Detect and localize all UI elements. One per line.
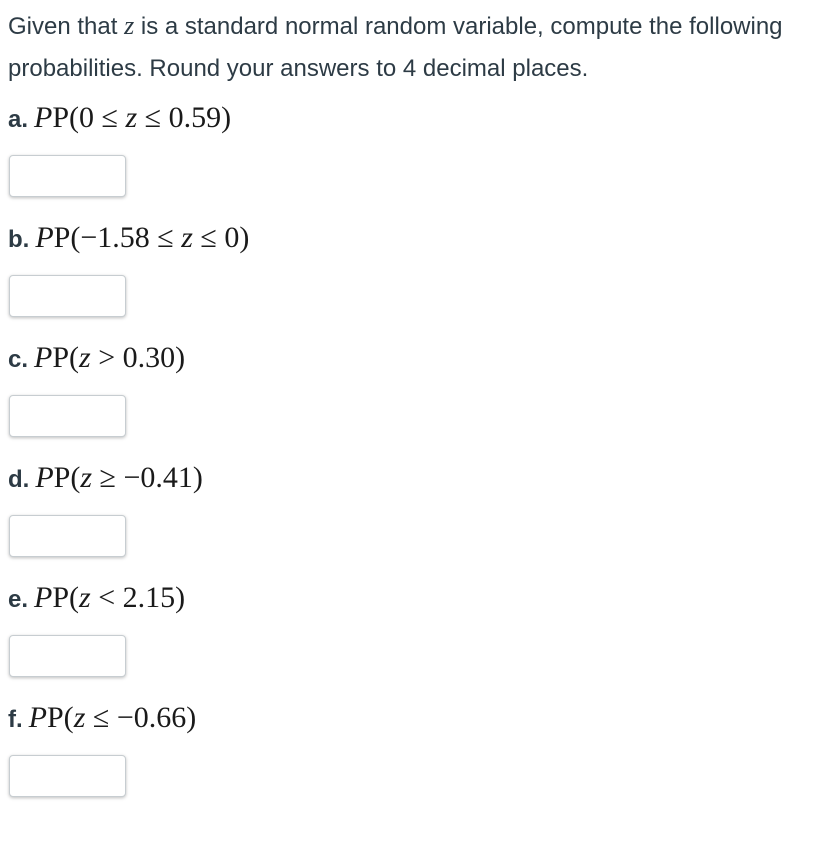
probability-expression [34,581,185,614]
question-f [8,700,708,810]
question-e [8,580,708,690]
intro-text-after: is a standard normal random variable, compute the following probabilities. Round your answers to 4 decimal places. [8,13,783,82]
answer-input-a[interactable] [9,155,126,197]
answer-input-e[interactable] [9,635,126,677]
expr-suffix: > 0.30) [90,341,186,374]
expr-prefix: P(0 ≤ [52,101,126,134]
expr-p: P [34,341,53,374]
expr-var: z [80,461,93,494]
question-a [8,100,708,210]
problem-statement [8,5,808,90]
question-letter: a. [8,106,29,133]
expr-p: P [34,101,53,134]
question-f-label [8,700,196,738]
expr-p: P [35,221,54,254]
question-d-label [8,460,203,498]
intro-text-before: Given that [8,13,125,40]
question-letter: b. [8,226,30,253]
expr-var: z [181,221,193,254]
answer-input-f[interactable] [9,755,126,797]
expr-var: z [125,101,138,134]
question-letter: d. [8,466,30,493]
expr-prefix: P( [53,461,81,494]
probability-expression [34,341,185,374]
answer-input-d[interactable] [9,515,126,557]
probability-expression [35,461,203,494]
question-letter: f. [8,706,23,733]
expr-suffix: ≤ 0.59) [137,101,232,134]
intro-variable: z [124,11,135,40]
expr-var: z [79,341,91,374]
expr-p: P [35,461,54,494]
expr-p: P [34,581,53,614]
question-a-label [8,100,231,138]
expr-prefix: P(−1.58 ≤ [53,221,182,254]
expr-p: P [28,701,47,734]
expr-suffix: ≤ 0) [192,221,250,254]
answer-input-b[interactable] [9,275,126,317]
probability-expression [34,101,231,134]
expr-var: z [73,701,86,734]
expr-prefix: P( [52,341,80,374]
question-d [8,460,708,570]
probability-expression [29,701,197,734]
probability-expression [35,221,249,254]
question-b [8,220,708,330]
expr-var: z [79,581,91,614]
question-letter: e. [8,586,29,613]
question-c-label [8,340,185,378]
question-b-label [8,220,249,258]
question-e-label [8,580,185,618]
expr-prefix: P( [47,701,74,734]
question-letter: c. [8,346,29,373]
expr-suffix: ≤ −0.66) [85,701,197,734]
expr-prefix: P( [52,581,80,614]
answer-input-c[interactable] [9,395,126,437]
question-c [8,340,708,450]
expr-suffix: ≥ −0.41) [92,461,203,494]
expr-suffix: < 2.15) [90,581,186,614]
